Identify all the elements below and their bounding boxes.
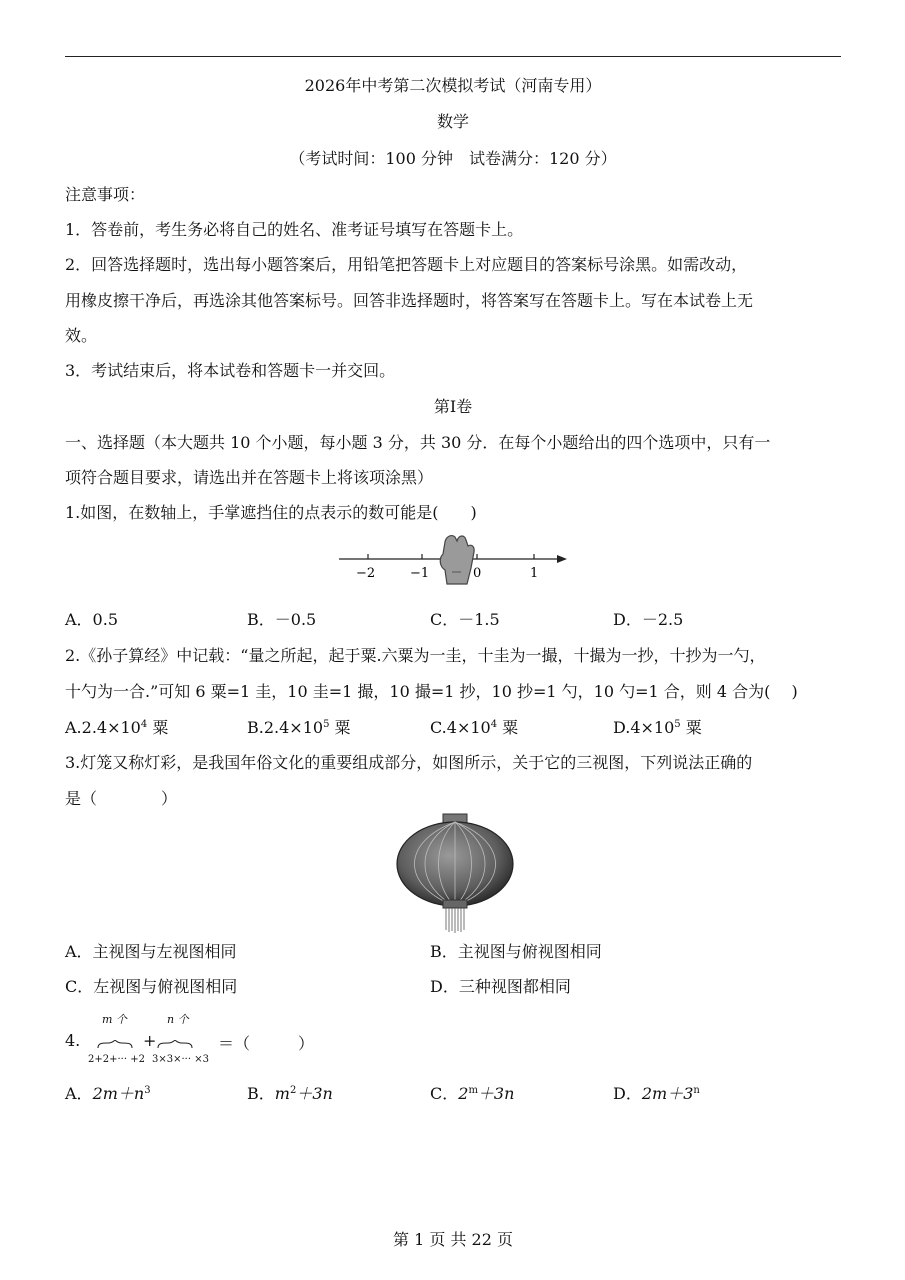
- q4-sum-expression: 2+2+··· +2: [88, 1054, 145, 1065]
- q4-option-c: C．$2^m+3n$: [430, 1084, 515, 1103]
- lantern-tassel: [446, 908, 464, 933]
- tick-label: 0: [473, 566, 482, 581]
- volume-heading: 第Ⅰ卷: [433, 397, 473, 416]
- notes-heading: 注意事项：: [65, 185, 146, 204]
- underbrace-icon: [98, 1040, 132, 1048]
- q3-line-2: 是（ ）: [65, 789, 178, 808]
- page-footer: 第 1 页 共 22 页: [393, 1230, 513, 1249]
- tick-label: −2: [356, 566, 376, 581]
- number-line-figure: [335, 532, 575, 588]
- q4-option-d: D．$2m+3^n$: [613, 1084, 700, 1103]
- note-1: 1．答卷前，考生务必将自己的姓名、准考证号填写在答题卡上。: [65, 220, 524, 239]
- q4-equals-blank: ＝（ ）: [218, 1034, 315, 1053]
- q2-option-c: $C.4\times 10^4$ 粟: [430, 718, 519, 737]
- header-rule: [65, 56, 841, 57]
- q2-line-1: 2.《孙子算经》中记载：“量之所起，起于粟.六粟为一圭，十圭为一撮，十撮为一抄，十抄为一勺，: [65, 646, 766, 665]
- q4-m-label: m 个: [102, 1013, 127, 1026]
- q1-option-b: B．－0.5: [247, 610, 317, 629]
- q4-option-a: A．$2m+n^3$: [65, 1084, 151, 1103]
- exam-subject: 数学: [436, 112, 469, 131]
- exam-time-info: （考试时间：100 分钟 试卷满分：120 分）: [289, 149, 617, 168]
- note-3: 3．考试结束后，将本试卷和答题卡一并交回。: [65, 361, 396, 380]
- q4-n-label: n 个: [167, 1013, 189, 1026]
- section1-line-2: 项符合题目要求，请选出并在答题卡上将该项涂黑）: [65, 468, 434, 487]
- q3-option-d: D．三种视图都相同: [430, 977, 571, 996]
- q4-plus: +: [143, 1031, 157, 1050]
- section1-line-1: 一、选择题（本大题共 10 个小题，每小题 3 分，共 30 分．在每个小题给出的四个选项中，只有一: [65, 433, 771, 452]
- q2-option-a: $A.2.4\times 10^4$ 粟: [65, 718, 169, 737]
- q2-option-d: $D.4\times 10^5$ 粟: [613, 718, 702, 737]
- exam-title: 2026年中考第二次模拟考试（河南专用）: [304, 76, 602, 95]
- note-2-line-2: 用橡皮擦干净后，再选涂其他答案标号。回答非选择题时，将答案写在答题卡上。写在本试卷上无: [65, 291, 754, 310]
- lantern-figure: [393, 812, 518, 934]
- tick-label: −1: [410, 566, 430, 581]
- note-2-line-3: 效。: [65, 326, 98, 345]
- q4-product-expression: 3×3×··· ×3: [152, 1054, 209, 1065]
- note-2-line-1: 2．回答选择题时，选出每小题答案后，用铅笔把答题卡上对应题目的答案标号涂黑。如需改动，: [65, 255, 748, 274]
- number-line-arrow: [557, 555, 567, 563]
- q3-option-b: B．主视图与俯视图相同: [430, 942, 602, 961]
- q3-line-1: 3.灯笼又称灯彩，是我国年俗文化的重要组成部分，如图所示，关于它的三视图，下列说法正确的: [65, 753, 753, 772]
- tick-label: 1: [530, 566, 539, 581]
- q1-option-a: A．0.5: [65, 610, 119, 629]
- q1-stem: 1.如图，在数轴上，手掌遮挡住的点表示的数可能是( ): [65, 503, 477, 522]
- lantern-bottom-cap: [443, 900, 467, 908]
- underbrace-icon: [158, 1040, 192, 1048]
- palm-hand-icon: [440, 536, 474, 584]
- q1-option-d: D．－2.5: [613, 610, 684, 629]
- q2-option-b: $B.2.4\times 10^5$ 粟: [247, 718, 351, 737]
- q3-option-a: A．主视图与左视图相同: [65, 942, 237, 961]
- q2-line-2: 十勺为一合.”可知 6 粟=1 圭，10 圭=1 撮，10 撮=1 抄，10 抄=1 勺，10 勺=1 合，则 4 合为( ): [65, 682, 798, 701]
- q4-number: 4.: [65, 1031, 81, 1050]
- q4-option-b: B．$m^2+3n$: [247, 1084, 333, 1103]
- q3-option-c: C．左视图与俯视图相同: [65, 977, 238, 996]
- q1-option-c: C．－1.5: [430, 610, 500, 629]
